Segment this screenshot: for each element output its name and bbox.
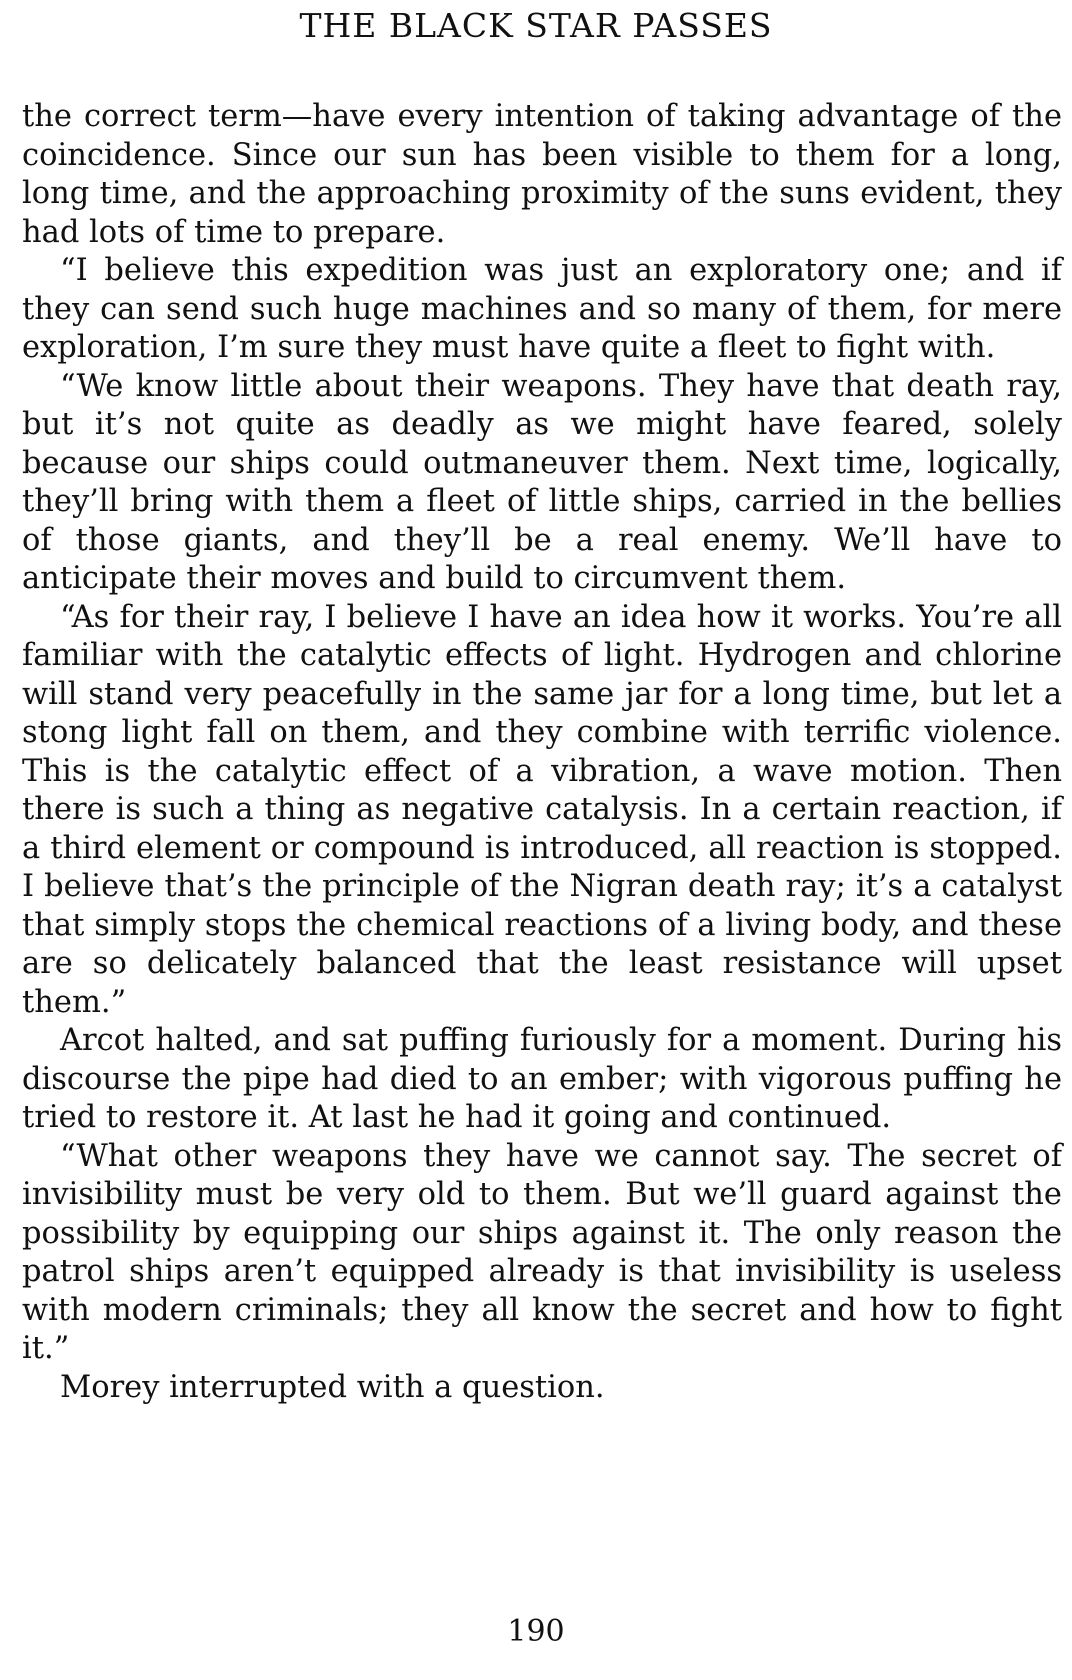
running-title: THE BLACK STAR PASSES (299, 6, 773, 45)
paragraph: “As for their ray, I believe I have an idea how it works. You’re all familiar with the catalytic effects of light. Hydrogen and chlorine will stand very peacefully in the same jar for a long time, but let a stong light fall on them, and they combine with terrific violence. This is the catalytic effect of a vibration, a wave motion. Then there is such a thing as negative catalysis. In a certain reaction, if a third element or compound is introduced, all reaction is stopped. I believe that’s the principle of the Nigran death ray; it’s a catalyst that simply stops the chemical reactions of a living body, and these are so delicately balanced that the least resistance will upset them.” (22, 599, 1062, 1020)
paragraph: “What other weapons they have we cannot say. The secret of invisibility must be very old to them. But we’ll guard against the possibility by equipping our ships against it. The only reason the patrol ships aren’t equipped already is that invisibility is useless with modern criminals; they all know the secret and how to fight it.” (22, 1138, 1062, 1366)
page-number: 190 (507, 1614, 565, 1649)
paragraph-continued: the correct term—have every intention of taking advantage of the coincidence. Since our sun has been visible to them for a long, long time, and the approaching proximity of the suns evident, they had lots of time to prepare. (22, 99, 1062, 250)
page-body (22, 98, 1062, 1407)
paragraph: “I believe this expedition was just an exploratory one; and if they can send such huge machines and so many of them, for mere exploration, I’m sure they must have quite a fleet to fight with. (22, 253, 1062, 365)
paragraph: Morey interrupted with a question. (60, 1369, 605, 1405)
paragraph: “We know little about their weapons. They have that death ray, but it’s not quite as deadly as we might have feared, solely because our ships could outmaneuver them. Next time, logically, they’ll bring with them a fleet of little ships, carried in the bellies of those giants, and they’ll be a real enemy. We’ll have to anticipate their moves and build to circumvent them. (22, 368, 1062, 596)
paragraph: Arcot halted, and sat puffing furiously for a moment. During his discourse the pipe had died to an ember; with vigorous puffing he tried to restore it. At last he had it going and continued. (22, 1023, 1062, 1135)
